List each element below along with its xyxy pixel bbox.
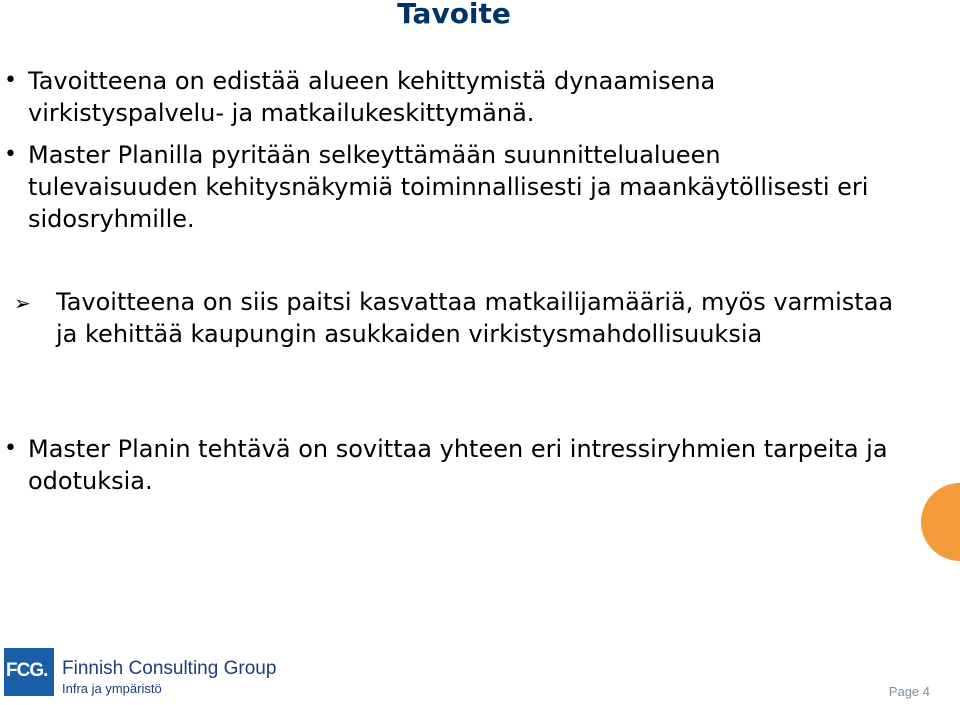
orange-arc-decoration [920,483,960,561]
sub-bullet-item [14,286,914,350]
bullet-marker: • [4,68,17,93]
logo-mark-text: FCG. [6,660,48,681]
bullet-item [4,139,884,235]
slide-title: Tavoite [397,0,511,30]
bullet-text: Master Planin tehtävä on sovittaa yhteen eri intressiryhmien tarpeita ja odotuksia. [28,435,888,495]
bullet-item [4,433,904,497]
company-name: Finnish Consulting Group [62,658,277,679]
bullet-item [4,65,884,129]
arrow-bullet-icon: ➢ [14,291,31,315]
bullet-text: Master Planilla pyritään selkeyttämään suunnittelualueen tulevaisuuden kehitysnäkymiä toiminnallisesti ja maankäytöllisesti eri sidosryhmille. [28,141,869,233]
logo-mark [4,648,54,696]
bullet-text: Tavoitteena on edistää alueen kehittymistä dynaamisena virkistyspalvelu- ja matkailukeskittymänä. [28,67,716,127]
bullet-marker: • [4,436,17,461]
bullet-marker: • [4,142,17,167]
company-logo [4,648,304,698]
company-subtitle: Infra ja ympäristö [62,681,162,696]
page-number: Page 4 [888,684,930,699]
bullet-text: Tavoitteena on siis paitsi kasvattaa matkailijamääriä, myös varmistaa ja kehittää kaupungin asukkaiden virkistysmahdollisuuksia [56,288,894,348]
